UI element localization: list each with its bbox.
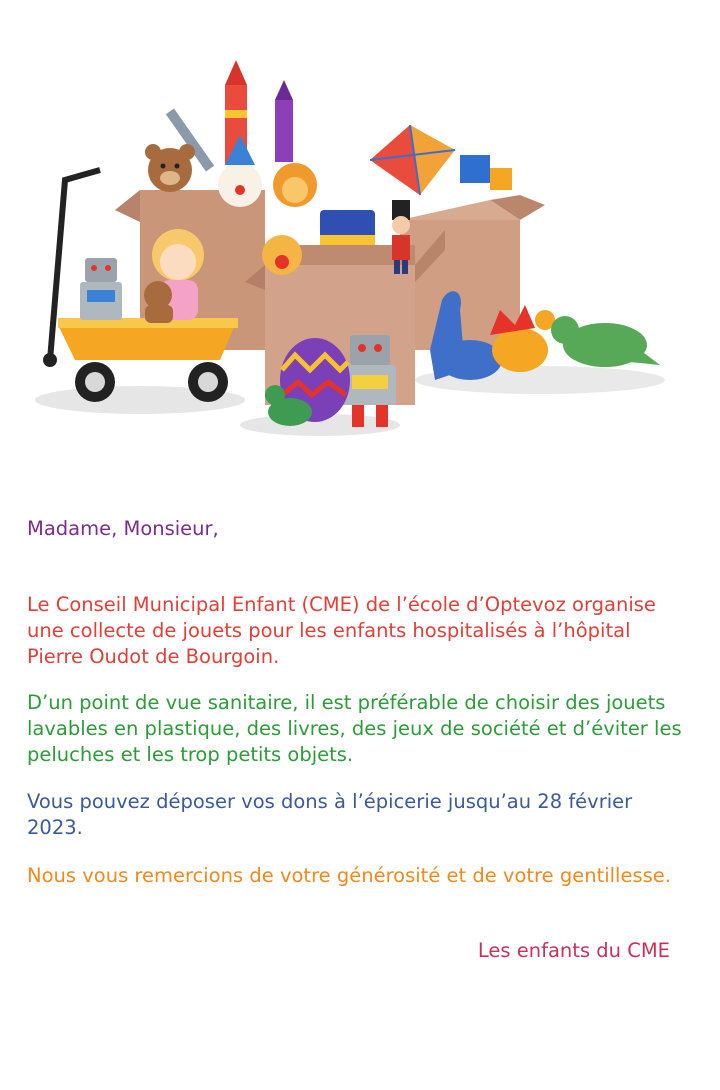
greeting: Madame, Monsieur,: [27, 517, 219, 540]
paragraph-collecte: Le Conseil Municipal Enfant (CME) de l’école d’Optevoz organise une collecte de jouets pour les enfants hospitalisés à l’hôpital Pierre Oudot de Bourgoin.: [27, 593, 656, 668]
paragraph-remerciements: Nous vous remercions de votre générosité et de votre gentillesse.: [27, 864, 671, 887]
teddy-bear-icon: [145, 144, 195, 192]
kite-icon: [370, 125, 455, 195]
signature: Les enfants du CME: [477, 939, 670, 962]
toys-illustration: [20, 50, 680, 450]
paragraph-depot: Vous pouvez déposer vos dons à l’épicerie jusqu’au 28 février 2023.: [27, 790, 633, 839]
paragraph-sanitaire: D’un point de vue sanitaire, il est préférable de choisir des jouets lavables en plastique, des livres, des jeux de société et d’éviter les peluches et les trop petits objets.: [27, 691, 682, 766]
